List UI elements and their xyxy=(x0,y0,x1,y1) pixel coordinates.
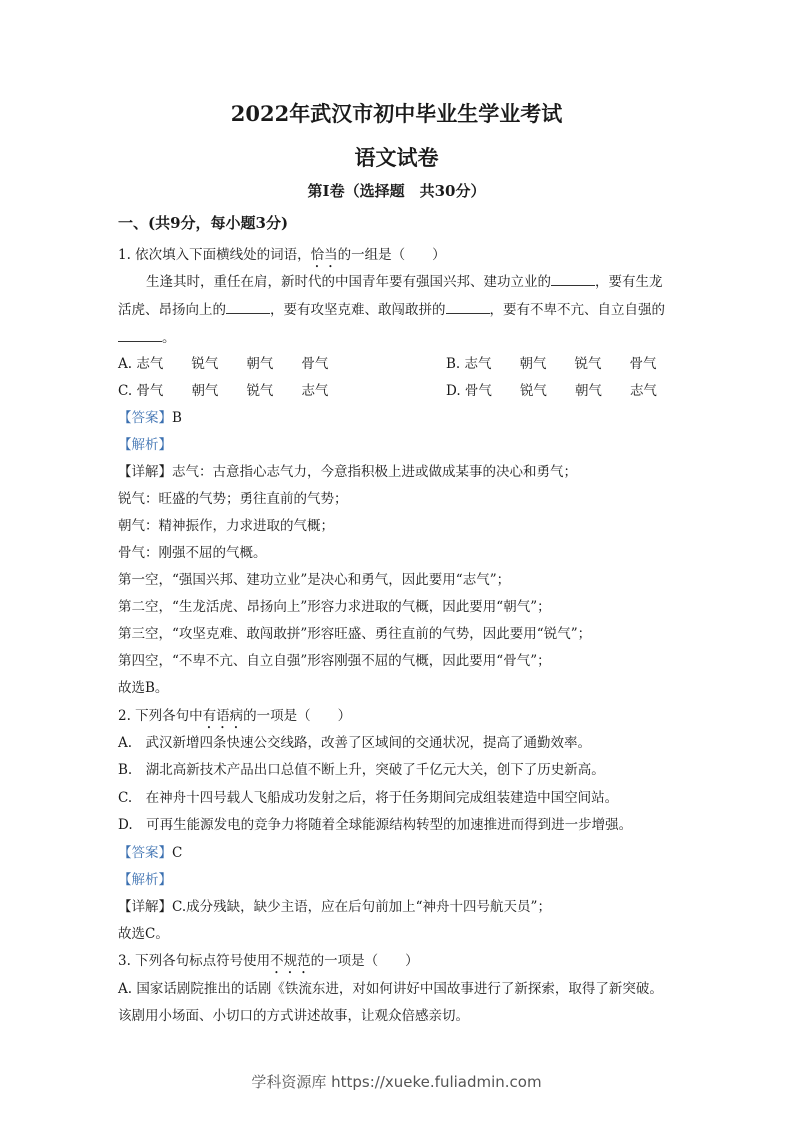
q1-passage-text: ，要有不卑不亢、自立自强的 xyxy=(489,302,665,318)
q1-detail-line: 朝气：精神振作，力求进取的气概； xyxy=(118,518,334,534)
q1-passage-text: ，要有生龙 xyxy=(595,274,663,290)
q2-option-b: B. 湖北高新技术产品出口总值不断上升，突破了千亿元大关，创下了历史新高。 xyxy=(118,762,605,778)
option-word: A. 志气 xyxy=(118,356,164,372)
q1-option-b xyxy=(446,352,685,372)
option-word: 朝气 xyxy=(191,383,219,399)
q1-detail-line: 锐气：旺盛的气势；勇往直前的气势； xyxy=(118,491,348,507)
exam-title: 2022年武汉市初中毕业生学业考试 xyxy=(230,101,563,126)
q1-stem-post: 的一组是（ ） xyxy=(337,247,446,263)
answer-tag: 【答案】 xyxy=(118,410,172,426)
q1-passage-line1 xyxy=(146,270,663,290)
q3-stem-post: 的一项是（ ） xyxy=(310,953,419,969)
detail-tag: 【详解】 xyxy=(118,899,172,915)
q1-passage-line3 xyxy=(118,326,176,346)
q1-option-a xyxy=(118,352,356,372)
option-word: 志气 xyxy=(629,383,657,399)
q1-stem xyxy=(118,243,446,271)
answer-blank xyxy=(446,301,490,314)
q1-passage-text: 。 xyxy=(162,330,176,346)
detail-text: C.成分残缺，缺少主语，应在后句前加上“神舟十四号航天员”； xyxy=(172,899,551,915)
q1-passage-text: ，要有攻坚克难、敢闯敢拼的 xyxy=(270,302,446,318)
option-word: D. 骨气 xyxy=(446,383,492,399)
option-word: 锐气 xyxy=(191,356,219,372)
answer-value: C xyxy=(172,845,183,861)
q2-stem-pre: 2. 下列各句中 xyxy=(118,708,203,724)
q2-conclusion: 故选C。 xyxy=(118,926,169,942)
q1-stem-emphasis: 恰当 xyxy=(310,247,338,263)
q1-passage-text: 活虎、昂扬向上的 xyxy=(118,302,226,318)
q2-stem xyxy=(118,704,351,732)
section-heading: 第Ⅰ卷（选择题 共30分） xyxy=(307,182,486,200)
option-word: 骨气 xyxy=(301,356,329,372)
q1-detail-line xyxy=(118,460,577,480)
option-word: C. 骨气 xyxy=(118,383,164,399)
q1-detail-line: 第二空，“生龙活虎、昂扬向上”形容力求进取的气概，因此要用“朝气”； xyxy=(118,599,551,615)
q1-stem-pre: 1. 依次填入下面横线处的词语， xyxy=(118,247,311,263)
option-word: 朝气 xyxy=(574,383,602,399)
q2-detail-line xyxy=(118,895,551,915)
q2-option-a: A. 武汉新增四条快速公交线路，改善了区域间的交通状况，提高了通勤效率。 xyxy=(118,735,592,751)
q2-option-c: C. 在神舟十四号载人飞船成功发射之后，将于任务期间完成组装建造中国空间站。 xyxy=(118,790,619,806)
q2-analysis-tag: 【解析】 xyxy=(118,872,172,888)
answer-blank xyxy=(551,273,595,286)
q1-detail-line: 第一空，“强国兴邦、建功立业”是决心和勇气，因此要用“志气”； xyxy=(118,572,511,588)
q1-detail-line: 骨气：刚强不屈的气概。 xyxy=(118,545,267,561)
q3-stem-pre: 3. 下列各句标点符号使用 xyxy=(118,953,271,969)
option-word: 锐气 xyxy=(519,383,547,399)
option-word: 朝气 xyxy=(519,356,547,372)
q1-option-d xyxy=(446,379,685,399)
q3-option-a-line1: A. 国家话剧院推出的话剧《铁流东进，对如何讲好中国故事进行了新探索，取得了新突破。 xyxy=(118,981,663,997)
option-word: 锐气 xyxy=(574,356,602,372)
part-heading: 一、(共9分，每小题3分) xyxy=(118,214,289,232)
option-word: 骨气 xyxy=(629,356,657,372)
answer-blank xyxy=(118,329,162,342)
q3-stem-emphasis: 不规范 xyxy=(270,953,311,969)
answer-blank xyxy=(226,301,270,314)
q1-passage-text: 生逢其时，重任在肩，新时代的中国青年要有强国兴邦、建功立业的 xyxy=(146,274,551,290)
q2-stem-emphasis: 有语病 xyxy=(202,708,244,724)
exam-subtitle: 语文试卷 xyxy=(354,145,439,170)
q3-stem xyxy=(118,949,419,977)
q3-option-a-line2: 该剧用小场面、小切口的方式讲述故事，让观众倍感亲切。 xyxy=(118,1008,469,1024)
detail-tag: 【详解】 xyxy=(118,464,172,480)
q1-analysis-tag: 【解析】 xyxy=(118,437,172,453)
q1-passage-line2 xyxy=(118,298,665,318)
option-word: 志气 xyxy=(301,383,329,399)
option-word: B. 志气 xyxy=(446,356,492,372)
q1-conclusion: 故选B。 xyxy=(118,680,169,696)
option-word: 锐气 xyxy=(246,383,274,399)
q2-option-d: D. 可再生能源发电的竞争力将随着全球能源结构转型的加速推进而得到进一步增强。 xyxy=(118,817,633,833)
q2-stem-post: 的一项是（ ） xyxy=(243,708,352,724)
answer-value: B xyxy=(172,410,182,426)
q1-detail-line: 第四空，“不卑不亢、自立自强”形容刚强不屈的气概，因此要用“骨气”； xyxy=(118,653,551,669)
q1-option-c xyxy=(118,379,356,399)
q1-answer xyxy=(118,406,182,426)
q1-detail-line: 第三空，“攻坚克难、敢闯敢拼”形容旺盛、勇往直前的气势，因此要用“锐气”； xyxy=(118,626,592,642)
footer-watermark: 学科资源库 https://xueke.fuliadmin.com xyxy=(251,1073,542,1091)
q2-answer xyxy=(118,841,182,861)
answer-tag: 【答案】 xyxy=(118,845,172,861)
detail-text: 志气：古意指心志气力，今意指积极上进或做成某事的决心和勇气； xyxy=(172,464,577,480)
option-word: 朝气 xyxy=(246,356,274,372)
